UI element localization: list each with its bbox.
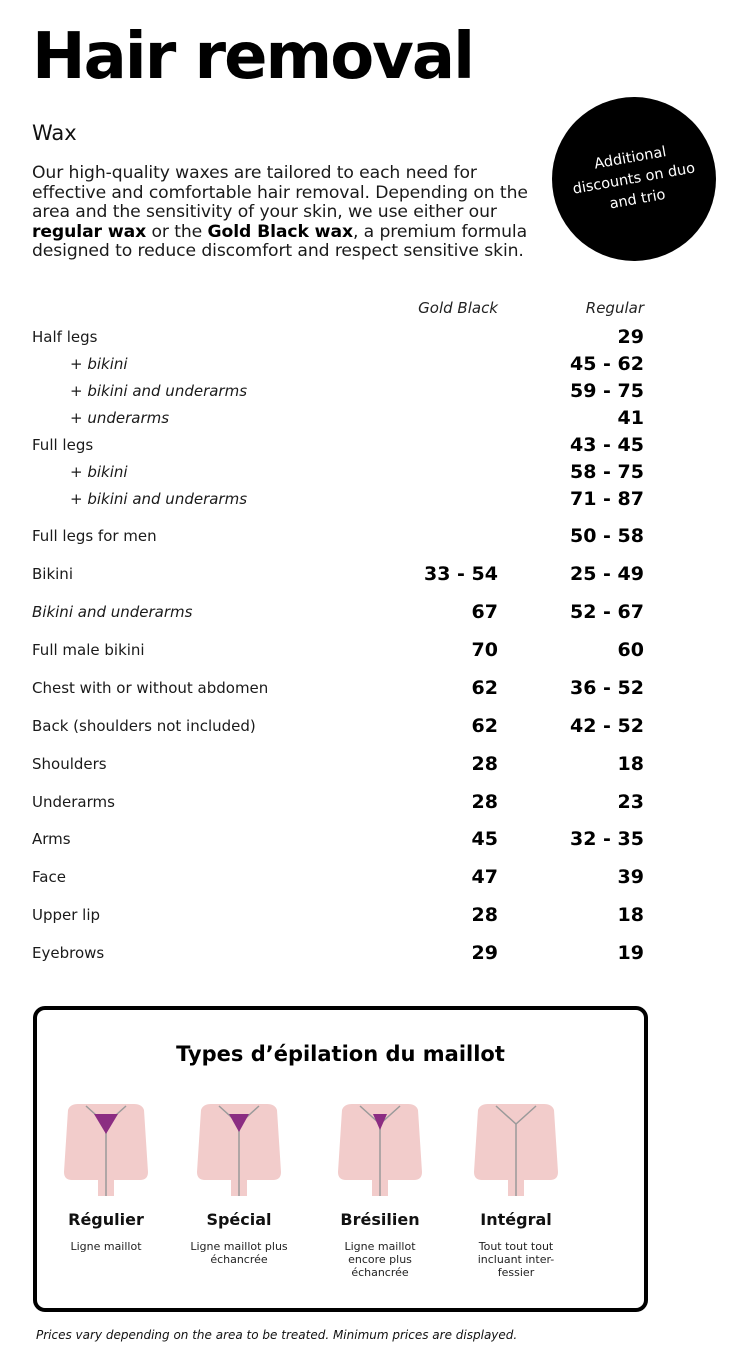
price-gold-black: 33 - 54: [424, 563, 498, 585]
price-gold-black: 28: [471, 791, 498, 813]
price-row: [0, 484, 742, 510]
price-row: [0, 521, 742, 547]
price-row-label: Half legs: [32, 328, 98, 346]
price-row-label: Chest with or without abdomen: [32, 679, 269, 697]
price-row: [0, 597, 742, 623]
price-regular: 25 - 49: [570, 563, 644, 585]
price-gold-black: 70: [471, 639, 498, 661]
bikini-type-description: Ligne maillot encore plus échancrée: [344, 1240, 416, 1279]
price-row: [0, 376, 742, 402]
price-gold-black: 28: [471, 753, 498, 775]
price-row-label: + underarms: [70, 409, 170, 427]
price-regular: 50 - 58: [570, 525, 644, 547]
price-row-label: + bikini: [70, 355, 128, 373]
price-row: [0, 322, 742, 348]
price-row: [0, 787, 742, 813]
price-gold-black: 62: [471, 677, 498, 699]
price-row-label: Underarms: [32, 793, 115, 811]
price-gold-black: 45: [471, 828, 498, 850]
price-row-label: Full male bikini: [32, 641, 145, 659]
bikini-regular-icon: [62, 1102, 150, 1196]
price-row-label: Bikini and underarms: [32, 603, 193, 621]
footnote: Prices vary depending on the area to be treated. Minimum prices are displayed.: [36, 1328, 518, 1342]
price-regular: 60: [617, 639, 644, 661]
price-regular: 58 - 75: [570, 461, 644, 483]
price-gold-black: 28: [471, 904, 498, 926]
price-row-label: Eyebrows: [32, 944, 105, 962]
bikini-integral-icon: [472, 1102, 560, 1196]
bikini-type-description: Ligne maillot: [70, 1240, 142, 1253]
price-regular: 43 - 45: [570, 434, 644, 456]
price-row-label: Full legs: [32, 436, 94, 454]
price-row: [0, 711, 742, 737]
bikini-type-card: [325, 1102, 435, 1280]
page-title: Hair removal: [32, 20, 473, 94]
discount-badge: [552, 97, 716, 261]
price-row-label: Shoulders: [32, 755, 107, 773]
price-row: [0, 862, 742, 888]
price-gold-black: 29: [471, 942, 498, 964]
bikini-type-card: [461, 1102, 571, 1280]
intro-text: Our high-quality waxes are tailored to each need for effective and comfortable hair removal. Depending on the area and the sensitivity of your skin, we use either our: [32, 163, 528, 222]
bikini-types-panel: [33, 1006, 648, 1312]
bikini-type-card: [51, 1102, 161, 1280]
price-regular: 59 - 75: [570, 380, 644, 402]
price-gold-black: 67: [471, 601, 498, 623]
price-regular: 36 - 52: [570, 677, 644, 699]
price-regular: 29: [617, 326, 644, 348]
price-regular: 32 - 35: [570, 828, 644, 850]
bikini-type-name: Régulier: [68, 1210, 144, 1229]
bikini-type-name: Intégral: [480, 1210, 552, 1229]
bikini-type-name: Brésilien: [340, 1210, 420, 1229]
bikini-special-icon: [195, 1102, 283, 1196]
bikini-type-description: Ligne maillot plus échancrée: [190, 1240, 288, 1266]
price-regular: 19: [617, 942, 644, 964]
gold-black-wax-highlight: Gold Black wax: [207, 221, 353, 242]
column-header-regular: Regular: [585, 299, 644, 317]
price-regular: 45 - 62: [570, 353, 644, 375]
price-gold-black: 62: [471, 715, 498, 737]
column-header-gold-black: Gold Black: [418, 299, 498, 317]
price-row-label: Full legs for men: [32, 527, 157, 545]
price-row: [0, 673, 742, 699]
regular-wax-highlight: regular wax: [32, 221, 147, 242]
bikini-brazilian-icon: [336, 1102, 424, 1196]
price-gold-black: 47: [471, 866, 498, 888]
price-regular: 18: [617, 904, 644, 926]
intro-text: or the: [146, 221, 208, 242]
price-regular: 39: [617, 866, 644, 888]
price-row-label: + bikini: [70, 463, 128, 481]
price-regular: 41: [617, 407, 644, 429]
price-row: [0, 457, 742, 483]
price-regular: 42 - 52: [570, 715, 644, 737]
discount-badge-text: Additional discounts on duo and trio: [571, 143, 697, 212]
section-subtitle: Wax: [32, 121, 77, 145]
bikini-type-name: Spécial: [206, 1210, 272, 1229]
price-regular: 23: [617, 791, 644, 813]
price-regular: 18: [617, 753, 644, 775]
price-row-label: Back (shoulders not included): [32, 717, 256, 735]
price-row-label: Bikini: [32, 565, 73, 583]
price-row: [0, 403, 742, 429]
price-row: [0, 900, 742, 926]
price-row: [0, 824, 742, 850]
price-row-label: Upper lip: [32, 906, 101, 924]
price-row: [0, 430, 742, 456]
price-row: [0, 559, 742, 585]
price-row-label: Face: [32, 868, 66, 886]
price-row-label: + bikini and underarms: [70, 490, 248, 508]
price-row-label: + bikini and underarms: [70, 382, 248, 400]
bikini-type-description: Tout tout tout incluant inter-fessier: [477, 1240, 555, 1279]
intro-paragraph: [32, 164, 552, 262]
price-row: [0, 938, 742, 964]
price-regular: 52 - 67: [570, 601, 644, 623]
bikini-types-title: Types d’épilation du maillot: [176, 1042, 505, 1066]
price-regular: 71 - 87: [570, 488, 644, 510]
bikini-type-card: [184, 1102, 294, 1280]
price-row-label: Arms: [32, 830, 71, 848]
price-row: [0, 749, 742, 775]
price-row: [0, 349, 742, 375]
price-row: [0, 635, 742, 661]
intro-text: , a premium formula designed to reduce discomfort and respect sensitive skin.: [32, 221, 528, 261]
